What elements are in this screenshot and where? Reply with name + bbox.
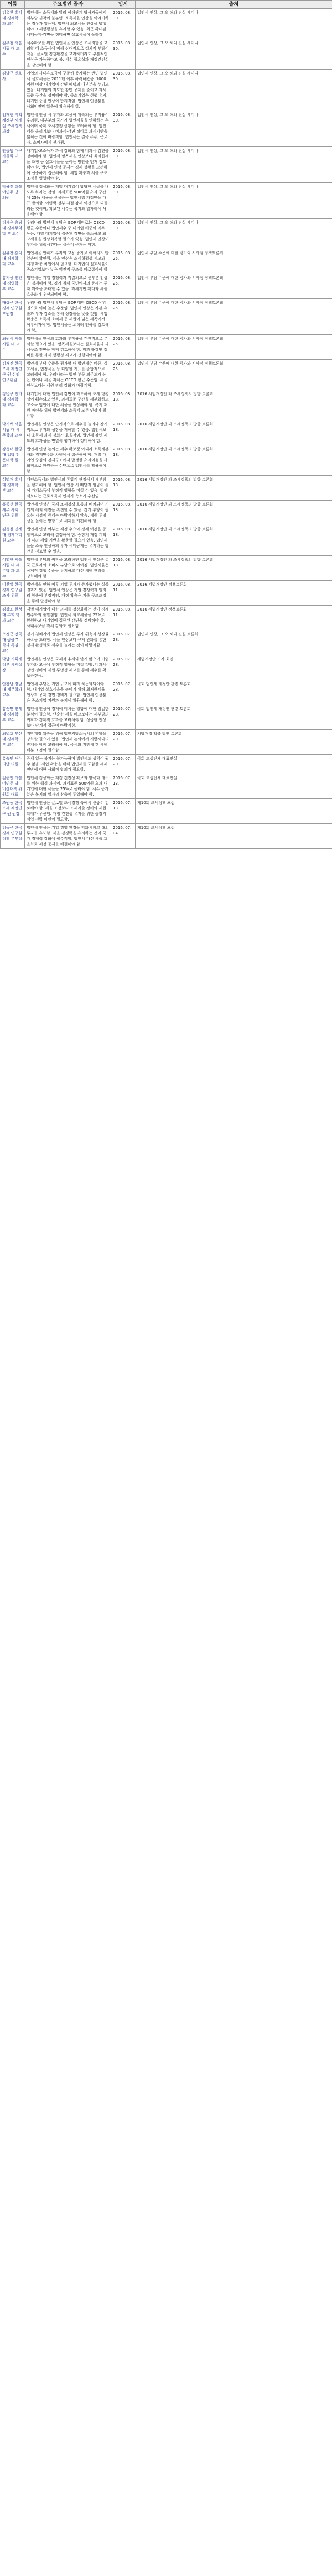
header-view: 주요법인 골자 [25, 1, 111, 9]
person-name-cell: 오정근 건국대 금융IT 학과 특임 교수 [1, 630, 25, 655]
opinion-summary-cell: 지방재정 확충을 위해 법인지방소득세의 역할을 강화할 필요가 있음. 법인세 논의에서 지방세와의 관계를 함께 고려해야 함. 국세와 지방세 간 세원 배분 조정이 필요함. [25, 730, 111, 755]
person-name-cell: 안창남 강남대 세무학과 교수 [1, 680, 25, 705]
opinion-summary-cell: 법인세 정상화는 재정 건전성 확보와 양극화 해소를 위한 핵심 과제임. 과세표준 500억원 초과 대기업에 대한 세율을 25%로 올려야 함. 세수 증가분은 복지와 일자리 창출에 투입해야 함. [25, 774, 111, 799]
date-cell: 2016. 08.18. [111, 420, 136, 445]
opinion-summary-cell: 법인세는 소득세와 달리 이해관계 당사자들에게 세부담 귀착이 불분명. 소득세율 인상을 이야기하는 경우가 있는데, 법인세 최고세율 인상을 병행해야 조세형평성을 유지할 수 있음. 최근 확대된 세액공제·감면을 정비하면 실효세율이 올라감. [25, 9, 111, 39]
source-cell: 2016 세법개정안 정책토론회 [136, 581, 332, 606]
person-name-cell: 이영한 서울시립 대 세무학 과 교수 [1, 556, 25, 581]
person-name-cell: 박기백 서울시립 대 세무학과 교수 [1, 420, 25, 445]
person-name-cell: 배상근 한국경제 연구원 부원장 [1, 299, 25, 335]
date-cell: 2016. 07.28. [111, 680, 136, 705]
opinion-summary-cell: 법인세 인상 논의는 세수 확보뿐 아니라 소득재분배와 경제민주화 차원에서 접근해야 함. 재벌 대기업 중심의 경제구조에서 발생한 초과이윤을 사회적으로 환원하는 수단으로 법인세를 활용해야 함. [25, 445, 111, 476]
table-row [1, 219, 332, 249]
person-name-cell: 홍기용 인천대 경영학 부 교수 [1, 274, 25, 299]
date-cell: 2016. 07.20. [111, 730, 136, 755]
source-cell: 국회 교섭단체 대표연설 [136, 774, 332, 799]
opinion-summary-cell: 우리나라 법인세 부담은 GDP 대비로는 OECD 평균 수준이나 법인세수 중 대기업 비중이 매우 높음. 재벌 대기업에 집중된 감면을 축소하고 최고세율을 원상회복할 필요가 있음. 법인세 인상이 투자를 위축시킨다는 실증적 근거는 약함. [25, 219, 111, 249]
opinion-summary-cell: 법인세 인상이 경제에 미치는 영향에 대한 엄밀한 분석이 필요함. 단순한 세율 비교보다는 세부담의 귀착과 경제적 효과를 고려해야 함. 성급한 인상보다 단계적 접근이 바람직함. [25, 705, 111, 730]
date-cell: 2016. 08.25. [111, 335, 136, 360]
date-cell: 2016. 08.25. [111, 360, 136, 390]
table-row [1, 70, 332, 111]
person-name-cell: 김상조 한성대 무역 학과 교수 [1, 606, 25, 630]
table-row [1, 755, 332, 774]
date-cell: 2016. 08.25. [111, 249, 136, 274]
source-cell: 법인세 부담 수준에 대한 평가와 시사점 정책토론회 [136, 360, 332, 390]
table-row [1, 824, 332, 849]
table-row [1, 581, 332, 606]
date-cell: 2016. 08.18. [111, 476, 136, 501]
person-name-cell: 최병호 부산대 경제학 부 교수 [1, 730, 25, 755]
table-row [1, 655, 332, 680]
table-row [1, 606, 332, 630]
person-name-cell: 김유찬 홍익대 경제학 과 교수 [1, 249, 25, 274]
date-cell: 2016. 07.28. [111, 705, 136, 730]
source-cell: 법인세 인상, 그 오 해와 진실 세미나 [136, 70, 332, 111]
person-name-cell: 최원석 서울시립 대 교수 [1, 335, 25, 360]
date-cell: 2016. 08.25. [111, 274, 136, 299]
date-cell: 2016. 08.18. [111, 525, 136, 556]
table-row [1, 390, 332, 420]
date-cell: 2016. 08.30. [111, 9, 136, 39]
table-row [1, 799, 332, 824]
source-cell: 국회 법인세 개정안 관련 토론회 [136, 705, 332, 730]
opinion-summary-cell: 법인세 부담 수준을 평가할 때 법인세수 비중, 실효세율, 법정세율 등 다양한 지표를 종합적으로 고려해야 함. 우리나라는 법인 부문 의존도가 높은 편이나 세율 자체는 OECD 평균 수준임. 세율 인상보다는 세원 관리 강화가 바람직함. [25, 360, 111, 390]
source-cell: 2016 세법개정안 과 조세정책의 방향 토론회 [136, 420, 332, 445]
source-cell: 법인세 인상, 그 오 해와 진실 토론회 [136, 630, 332, 655]
header-date: 일시 [111, 1, 136, 9]
opinion-summary-cell: 법인세 부담의 귀착을 고려하면 법인세 인상은 결국 근로자와 소비자 부담으로 이어짐. 법인세율은 국제적 경쟁 수준을 유지하고 대신 세원 관리를 강화해야 함. [25, 556, 111, 581]
person-name-cell: 안종범 대구가톨릭 대 교수 [1, 147, 25, 183]
person-name-cell: 정세은 충남대 경제무역학 부 교수 [1, 219, 25, 249]
opinion-summary-cell: 대기업에 대한 법인세 감면이 과도하여 조세 형평성이 훼손되고 있음. 과세표준 구간을 세분화하고 고소득 법인에 대한 세율을 인상해야 함. 복지 재원 마련을 위해 법인세와 소득세 모두 인상이 필요함. [25, 390, 111, 420]
table-row [1, 420, 332, 445]
source-cell: 국회 법인세 개정안 관련 토론회 [136, 680, 332, 705]
opinion-summary-cell: 법인세는 기업 경쟁력과 직결되므로 섣부른 인상은 경계해야 함. 경기 침체 국면에서의 증세는 투자 위축을 초래할 수 있음. 과세기반 확대와 세출 효율화가 우선되어야 함. [25, 274, 111, 299]
person-name-cell: 홍종선 한국세무 사회 연구 위원 [1, 501, 25, 525]
source-cell: 제10회 조세정책 포럼 [136, 799, 332, 824]
person-name-cell: 김종인 더불어민주 당 비상대책 위원회 대표 [1, 774, 25, 799]
source-cell: 2016 세법개정안 과 조세정책의 방향 토론회 [136, 445, 332, 476]
opinion-summary-cell: 증세 없는 복지는 불가능하며 법인세도 성역이 될 수 없음. 세입 확충을 위해 법인세를 포함한 세제 전반에 대한 사회적 합의가 필요함. [25, 755, 111, 774]
date-cell: 2016. 08.30. [111, 70, 136, 111]
person-name-cell: 김남근 변호사 [1, 70, 25, 111]
date-cell: 2016. 07.13. [111, 799, 136, 824]
table-body [1, 9, 332, 849]
person-name-cell: 유승민 새누리당 의원 [1, 755, 25, 774]
source-cell: 2016 세법개정안 정책토론회 [136, 606, 332, 630]
header-name: 이름 [1, 1, 25, 9]
opinion-summary-cell: 대기업·고소득자 과세 강화와 함께 비과세·감면을 정비해야 함. 법인세 명목세율 인상보다 최저한세율 조정 등 실효세율을 높이는 방안을 먼저 검토해야 함. 법인세 인상 문제는 경제 상황을 고려하여 신중하게 접근해야 함. 세입 확충과 세출 구조조정을 병행해야 함. [25, 147, 111, 183]
source-cell: 법인세 인상, 그 오 해와 진실 세미나 [136, 9, 332, 39]
table-header-row [1, 1, 332, 9]
date-cell: 2016. 08.30. [111, 219, 136, 249]
header-source: 출처 [136, 1, 332, 9]
date-cell: 2016. 08.30. [111, 39, 136, 70]
date-cell: 2016. 08.30. [111, 183, 136, 219]
source-cell: 법인세 인상, 그 오 해와 진실 세미나 [136, 183, 332, 219]
person-name-cell: 강성태 한양대 법학 전문대학 원 교수 [1, 445, 25, 476]
opinion-summary-cell: 법인세 인상 시 투자와 고용이 위축되는 부작용이 우려됨. 대부분의 국가가 법인세율을 인하하는 추세이며 국제 조세경쟁 상황을 고려해야 함. 법인세를 올리기보다 비과세·감면 정비로 과세기반을 넓히는 것이 바람직함. 법인세는 결국 주주, 근로자, 소비자에게 전가됨. [25, 111, 111, 147]
table-row [1, 730, 332, 755]
person-name-cell: 성명재 홍익대 경제학 부 교수 [1, 476, 25, 501]
date-cell: 2016. 08.25. [111, 299, 136, 335]
person-name-cell: 김재진 한국조세 재정연구 원 선임 연구위원 [1, 360, 25, 390]
date-cell: 2016. 08.18. [111, 390, 136, 420]
table-row [1, 39, 332, 70]
opinion-summary-cell: 세수확보를 위한 법인세율 인상은 조세저항을 고려할 때 소득세에 비해 상대적으로 정치적 부담이 작음. 글로벌 경쟁환경을 고려하더라도 부분적인 인상은 가능하다고 봄. 세수 필요성과 재정건전성을 감안해야 함. [25, 39, 111, 70]
source-cell: 법인세 부담 수준에 대한 평가와 시사점 정책토론회 [136, 274, 332, 299]
opinion-summary-cell: 법인세 부담은 기업 규모에 따라 차등화되어야 함. 대기업 실효세율을 높이기 위해 최저한세율 인상과 공제·감면 정비가 필요함. 법인세 인상분은 중소기업 지원과 복지에 활용해야 함. [25, 680, 111, 705]
date-cell: 2016. 08.11. [111, 581, 136, 606]
table-row [1, 335, 332, 360]
table-row [1, 705, 332, 730]
opinion-summary-cell: 경기 침체기에 법인세 인상은 투자 위축과 성장률 하락을 초래함. 세율 인상보다 규제 완화를 통한 경제 활성화로 세수를 늘리는 것이 바람직함. [25, 630, 111, 655]
person-name-cell: 박남 기획재정부 세제실장 [1, 655, 25, 680]
table-row [1, 445, 332, 476]
person-name-cell: 홍순만 연세대 경제학 부 교수 [1, 705, 25, 730]
table-row [1, 274, 332, 299]
opinion-summary-cell: 법인세 인상은 국제 조세경쟁 흐름과 배치되며 기업의 해외 이전을 촉진할 수 있음. 경기 부양이 필요한 시점에 증세는 바람직하지 않음. 세원 투명성을 높이는 방향으로 세제를 개편해야 함. [25, 501, 111, 525]
source-cell: 2016 세법개정안 과 조세정책의 방향 토론회 [136, 390, 332, 420]
date-cell: 2016. 08.11. [111, 606, 136, 630]
person-name-cell: 강병구 인하대 경제학 과 교수 [1, 390, 25, 420]
date-cell: 2016. 07.28. [111, 655, 136, 680]
table-row [1, 9, 332, 39]
person-name-cell: 임재현 기획재정부 세제실 조세정책 과장 [1, 111, 25, 147]
table-row [1, 476, 332, 501]
opinion-summary-cell: 법인세율 인상은 단기적으로 세수를 늘리나 장기적으로 투자와 성장을 저해할 수 있음. 법인세보다 소득세 과세 강화가 효율적임. 법인세 감면 제도의 효과성을 면밀히 평가하여 정비해야 함. [25, 420, 111, 445]
source-cell: 법인세 인상, 그 오 해와 진실 세미나 [136, 39, 332, 70]
opinion-summary-cell: 법인세 인상은 기업 경영 환경을 악화시키고 해외 투자를 유도함. 세율 경쟁력을 유지하는 것이 국가 경쟁력 강화에 필수적임. 법인세 대신 세출 효율화로 재정 문제를 해결해야 함. [25, 824, 111, 849]
opinion-summary-cell: 개인소득세와 법인세의 통합적 관점에서 세부담을 평가해야 함. 법인세 인상 시 배당과 임금이 줄어 가계소득에 부정적 영향을 미칠 수 있음. 법인세보다는 근로소득세 면세자 축소가 우선임. [25, 476, 111, 501]
person-name-cell: 김유찬 홍익대 경제학 과 교수 [1, 9, 25, 39]
table-row [1, 525, 332, 556]
date-cell: 2016. 08.30. [111, 147, 136, 183]
opinion-summary-cell: 법인세 인상은 글로벌 조세경쟁 속에서 신중히 검토해야 함. 세율 조정보다 조세지출 정비와 세원 확대가 우선임. 재정 건전성 유지를 위한 중장기 세입 전략 마련이 필요함. [25, 799, 111, 824]
table-row [1, 630, 332, 655]
date-cell: 2016. 08.18. [111, 445, 136, 476]
source-cell: 2016 세법개정안 과 조세정책의 방향 토론회 [136, 476, 332, 501]
source-cell: 법인세 인상, 그 오 해와 진실 세미나 [136, 111, 332, 147]
opinion-summary-cell: 우리나라 법인세 부담은 GDP 대비 OECD 상위권으로 이미 높은 수준임. 법인세 인상은 자본 유출과 투자 감소를 통해 성장률을 낮출 것임. 세입 확충은 소득세·소비세 등 세원이 넓은 세목에서 이루어져야 함. 법인세율은 오히려 인하를 검토해야 함. [25, 299, 111, 335]
date-cell: 2016. 07.20. [111, 755, 136, 774]
opinion-summary-cell: 법인세 인상 여부는 재정 수요와 경제 여건을 종합적으로 고려해 결정해야 함. 중장기 재정 계획에 따라 세입 기반을 확충할 필요가 있음. 법인세율을 소폭 인상하되 투자 세액공제는 유지하는 방안을 검토할 수 있음. [25, 525, 111, 556]
opinion-summary-cell: 법인세율 인상은 국제적 추세와 맞지 않으며 기업 투자와 고용에 부정적 영향을 미칠 것임. 비과세·감면 정비와 세원 투명성 제고를 통해 세수를 확보하겠음. [25, 655, 111, 680]
person-name-cell: 조원동 한국조세 재정연구 원 원장 [1, 799, 25, 824]
source-cell: 법인세 인상, 그 오 해와 진실 세미나 [136, 219, 332, 249]
source-cell: 2016 세법개정안 과 조세정책의 방향 토론회 [136, 556, 332, 581]
table-row [1, 111, 332, 147]
person-name-cell: 김우철 서울시립 대 교수 [1, 39, 25, 70]
person-name-cell: 이찬열 한국경제 연구원 조사 위원 [1, 581, 25, 606]
source-cell: 법인세 부담 수준에 대한 평가와 시사점 정책토론회 [136, 299, 332, 335]
table-row [1, 501, 332, 525]
source-cell: 법인세 인상, 그 오 해와 진실 세미나 [136, 147, 332, 183]
table-row [1, 147, 332, 183]
opinion-summary-cell: 기업의 사내유보금이 꾸준히 증가하는 반면 법인세 실효세율은 2011년 이후 하락해왔음. 1000억원 이상 대기업이 감면 혜택의 대부분을 누리고 있음. 대기업의 과도한 감면·공제를 줄이고 과세표준 구간을 정비해야 함. 중소기업은 현행 유지, 대기업 중심 인상이 합리적임. 법인세 인상분을 사회안전망 확충에 활용해야 함. [25, 70, 111, 111]
table-row [1, 299, 332, 335]
source-cell: 국회 교섭단체 대표연설 [136, 755, 332, 774]
table-row [1, 556, 332, 581]
opinion-summary-cell: 법인세 정상화는 재벌 대기업이 합당한 세금을 내도록 하자는 것임. 과세표준 500억원 초과 구간에 25% 세율을 신설하는 법인세법 개정안을 대표 발의함. 이명박 정부 시절 감세 이전으로 되돌리는 것이며, 확보된 세수는 복지와 일자리에 사용해야 함. [25, 183, 111, 219]
date-cell: 2016. 07.13. [111, 774, 136, 799]
person-name-cell: 박용진 더불어민주 당 의원 [1, 183, 25, 219]
source-cell: 2016 세법개정안 과 조세정책의 방향 토론회 [136, 501, 332, 525]
table-row [1, 774, 332, 799]
date-cell: 2016. 08.30. [111, 111, 136, 147]
person-name-cell: 김성철 연세대 경제대학 원 교수 [1, 525, 25, 556]
source-cell: 법인세 부담 수준에 대한 평가와 시사점 정책토론회 [136, 335, 332, 360]
source-cell: 제10회 조세정책 포럼 [136, 824, 332, 849]
table-row [1, 183, 332, 219]
table-row [1, 360, 332, 390]
date-cell: 2016. 07.04. [111, 824, 136, 849]
source-cell: 2016 세법개정안 과 조세정책의 방향 토론회 [136, 525, 332, 556]
opinion-summary-cell: 재벌 대기업에 대한 과세를 정상화하는 것이 경제민주화의 출발점임. 법인세 최고세율을 25%로 환원하고 대기업에 집중된 감면을 정비해야 함. 사내유보금 과세 강화도 필요함. [25, 606, 111, 630]
date-cell: 2016. 07.28. [111, 630, 136, 655]
person-name-cell: 김동근 한국경제 연구원 정책 본부장 [1, 824, 25, 849]
opinion-summary-cell: 법인세율 인상의 효과와 부작용을 객관적으로 분석할 필요가 있음. 명목세율보다는 실효세율과 과세구조 전반을 함께 검토해야 함. 비과세·감면 정비를 통한 과세 형평성 제고가 선행되어야 함. [25, 335, 111, 360]
opinion-table [0, 0, 332, 849]
source-cell: 세법개정안 기자 회견 [136, 655, 332, 680]
source-cell: 지방재정 확충 방안 토론회 [136, 730, 332, 755]
table-row [1, 680, 332, 705]
date-cell: 2016. 08.18. [111, 501, 136, 525]
date-cell: 2016. 08.18. [111, 556, 136, 581]
opinion-summary-cell: 법인세율 인하 이후 기업 투자가 증가했다는 실증 결과가 있음. 법인세 인상은 기업 경쟁력과 일자리 창출에 부정적임. 재정 확충은 지출 구조조정을 통해 달성해야 함. [25, 581, 111, 606]
document-page [0, 0, 332, 849]
opinion-summary-cell: 법인세율 인하가 투자와 고용 증가로 이어지지 않았음이 확인됨. 세율 인상은 조세형평성 제고와 재정 확충 차원에서 필요함. 대기업의 실효세율이 중소기업보다 낮은 역진적 구조를 바로잡아야 함. [25, 249, 111, 274]
table-row [1, 249, 332, 274]
source-cell: 법인세 부담 수준에 대한 평가와 시사점 정책토론회 [136, 249, 332, 274]
